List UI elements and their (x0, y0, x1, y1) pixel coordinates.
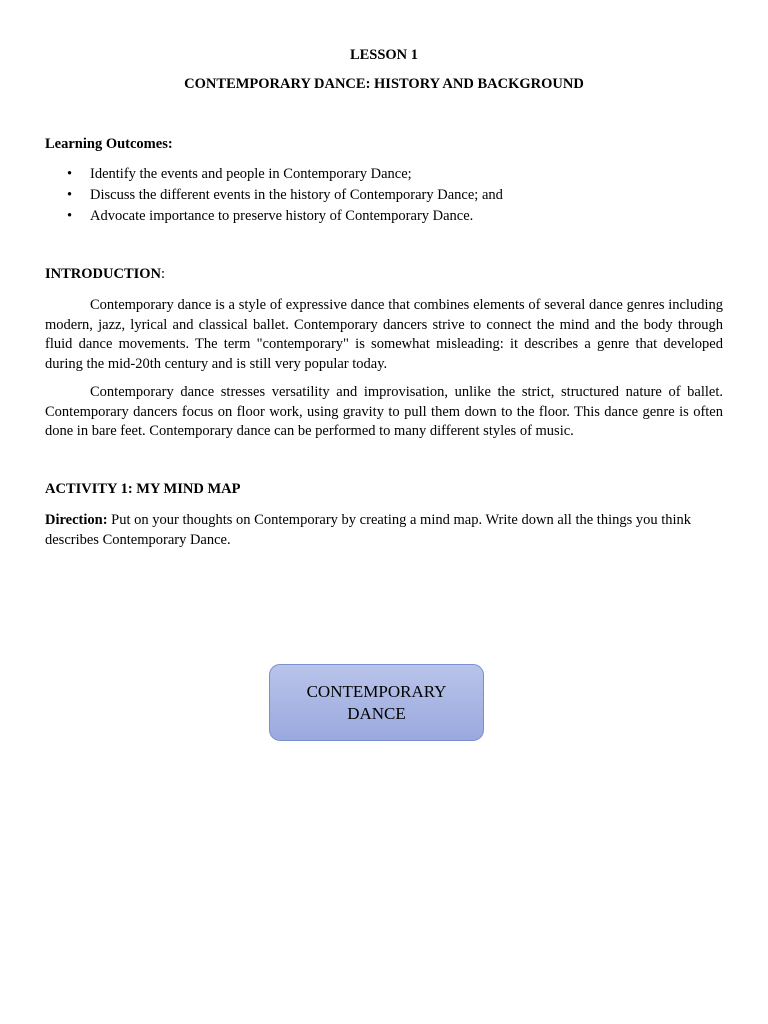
lesson-number: LESSON 1 (349, 47, 419, 63)
introduction-paragraph (45, 296, 723, 374)
bullet-icon: • (67, 166, 73, 182)
mind-map-node-line: CONTEMPORARY (306, 681, 447, 701)
mind-map-center-node (269, 664, 484, 741)
activity-direction (45, 511, 723, 550)
activity-heading: ACTIVITY 1: MY MIND MAP (45, 481, 241, 497)
bullet-icon: • (67, 187, 73, 203)
paragraph-text: Contemporary dance is a style of expressive dance that combines elements of several dance genres including modern, jazz, lyrical and classical ballet. Contemporary dancers strive to connect the mind and the body through fluid dance movements. The term "contemporary" is somewhat misleading: it describes a genre that developed during the mid-20th century and is still very popular today. (45, 297, 723, 372)
lesson-title: CONTEMPORARY DANCE: HISTORY AND BACKGROUND (184, 76, 584, 92)
introduction-heading-text: INTRODUCTION (45, 266, 162, 282)
direction-text: Put on your thoughts on Contemporary by creating a mind map. Write down all the things you think describes Contemporary Dance. (45, 512, 692, 548)
list-item (45, 164, 735, 185)
mind-map-node-line: DANCE (347, 703, 406, 723)
list-item (45, 206, 735, 227)
introduction-paragraph (45, 383, 723, 442)
outcome-text: Identify the events and people in Contemporary Dance; (90, 166, 412, 182)
learning-outcomes-heading: Learning Outcomes: (45, 136, 173, 152)
paragraph-text: Contemporary dance stresses versatility and improvisation, unlike the strict, structured nature of ballet. Contemporary dancers focus on floor work, using gravity to pull them down to the floor. This dance genre is often done in bare feet. Contemporary dance can be performed to many different styles of music. (45, 384, 723, 439)
direction-label: Direction: (45, 512, 108, 528)
learning-outcomes-list (45, 164, 735, 227)
outcome-text: Advocate importance to preserve history of Contemporary Dance. (90, 208, 474, 224)
introduction-heading-colon: : (161, 266, 166, 282)
bullet-icon: • (67, 208, 73, 224)
outcome-text: Discuss the different events in the history of Contemporary Dance; and (90, 187, 503, 203)
list-item (45, 185, 735, 206)
introduction-heading (45, 266, 165, 283)
